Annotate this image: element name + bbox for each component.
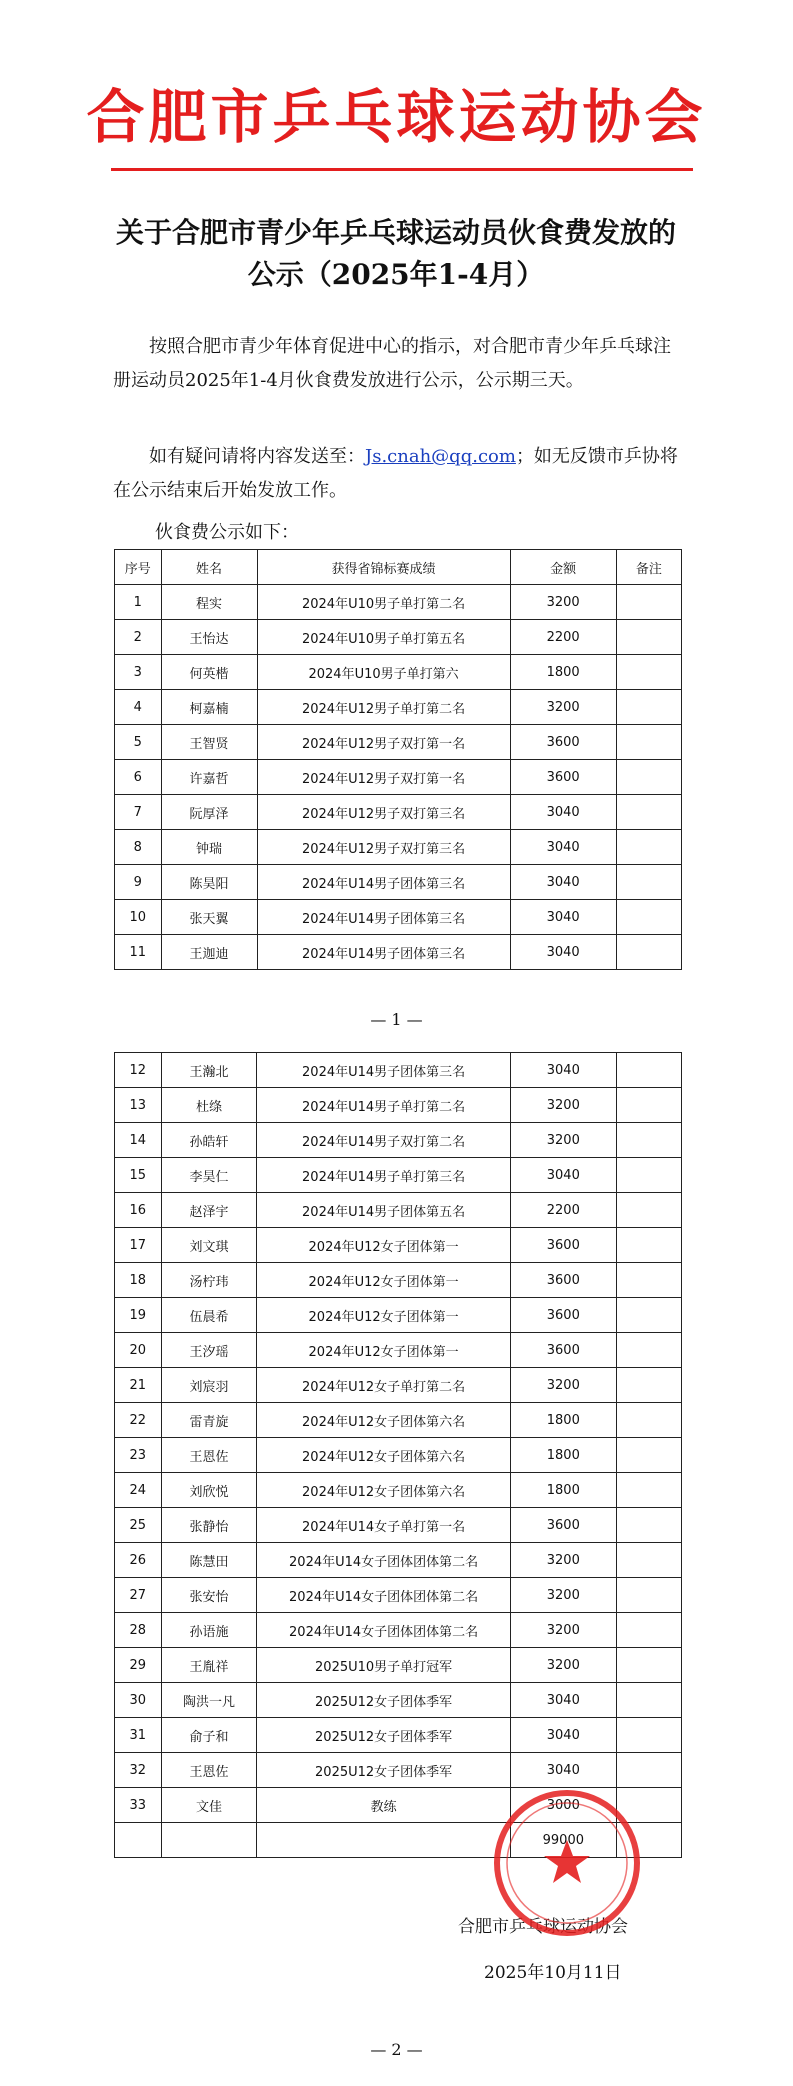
cell-seq: 12 [115, 1053, 162, 1088]
cell-amount: 3040 [510, 865, 616, 900]
cell-amount: 3200 [510, 1368, 616, 1403]
table-row [115, 620, 682, 655]
cell-remark [616, 1088, 681, 1123]
cell-seq: 18 [115, 1263, 162, 1298]
cell-result: 2024年U12男子双打第一名 [257, 760, 510, 795]
cell-result: 2024年U14男子团体第五名 [257, 1193, 510, 1228]
table-row [115, 900, 682, 935]
cell-remark [616, 1298, 681, 1333]
cell-name: 杜绦 [161, 1088, 257, 1123]
cell-amount: 3200 [510, 1088, 616, 1123]
cell-name: 孙皓轩 [161, 1123, 257, 1158]
cell-result: 2024年U12女子团体第一 [257, 1333, 510, 1368]
cell-amount: 3200 [510, 690, 616, 725]
cell-name: 刘宸羽 [161, 1368, 257, 1403]
cell-seq: 7 [115, 795, 162, 830]
cell-name: 孙语施 [161, 1613, 257, 1648]
cell-name: 汤柠玮 [161, 1263, 257, 1298]
cell-remark [616, 1508, 681, 1543]
cell-result: 2024年U12女子单打第二名 [257, 1368, 510, 1403]
cell-amount: 2200 [510, 620, 616, 655]
cell-name: 伍晨希 [161, 1298, 257, 1333]
email-link[interactable]: Js.cnah@qq.com [365, 446, 516, 467]
cell-result: 2024年U14女子单打第一名 [257, 1508, 510, 1543]
cell-name: 阮厚泽 [161, 795, 257, 830]
cell-seq: 20 [115, 1333, 162, 1368]
table-row [115, 725, 682, 760]
cell-result: 2025U12女子团体季军 [257, 1718, 510, 1753]
cell-name: 王汐瑶 [161, 1333, 257, 1368]
table-row [115, 1333, 682, 1368]
cell-name: 王瀚北 [161, 1053, 257, 1088]
cell-name: 程实 [161, 585, 257, 620]
table-row [115, 690, 682, 725]
cell-amount: 3200 [510, 1648, 616, 1683]
cell-remark [616, 935, 681, 970]
cell-result: 2024年U12男子单打第二名 [257, 690, 510, 725]
cell-name: 陶洪一凡 [161, 1683, 257, 1718]
cell-remark [616, 1613, 681, 1648]
cell-amount: 3040 [510, 1053, 616, 1088]
cell-name: 钟瑞 [161, 830, 257, 865]
cell-amount: 3600 [510, 725, 616, 760]
header-result: 获得省锦标赛成绩 [257, 550, 510, 585]
cell-name: 何英楷 [161, 655, 257, 690]
contact-text-after: ；如无反馈市乒协将在公示结束后开始发放工作。 [113, 446, 678, 501]
cell-amount: 3200 [510, 1578, 616, 1613]
cell-result: 2024年U12女子团体第一 [257, 1263, 510, 1298]
cell-name: 李昊仁 [161, 1158, 257, 1193]
cell-name: 王智贤 [161, 725, 257, 760]
cell-name: 王怡达 [161, 620, 257, 655]
cell-seq: 28 [115, 1613, 162, 1648]
red-divider [111, 168, 693, 171]
table-row [115, 1753, 682, 1788]
cell-result: 2024年U14男子团体第三名 [257, 865, 510, 900]
cell-amount: 3200 [510, 1543, 616, 1578]
header-name: 姓名 [161, 550, 257, 585]
cell-seq: 15 [115, 1158, 162, 1193]
cell-seq: 17 [115, 1228, 162, 1263]
cell-result: 2024年U14男子双打第二名 [257, 1123, 510, 1158]
cell-result: 2024年U12女子团体第六名 [257, 1438, 510, 1473]
cell-result: 2024年U14女子团体团体第二名 [257, 1578, 510, 1613]
paragraph-table-intro: 伙食费公示如下： [155, 522, 299, 543]
cell-amount: 2200 [510, 1193, 616, 1228]
cell-amount: 99000 [510, 1823, 616, 1858]
cell-amount: 1800 [510, 1438, 616, 1473]
page-number-2: — 2 — [370, 2040, 423, 2059]
cell-amount: 3040 [510, 1753, 616, 1788]
cell-name: 张安怡 [161, 1578, 257, 1613]
cell-seq: 13 [115, 1088, 162, 1123]
cell-remark [616, 1718, 681, 1753]
table-row [115, 1088, 682, 1123]
cell-remark [616, 1578, 681, 1613]
table-row [115, 1543, 682, 1578]
cell-result [257, 1823, 510, 1858]
cell-seq: 32 [115, 1753, 162, 1788]
cell-name: 赵泽宇 [161, 1193, 257, 1228]
header-seq: 序号 [115, 550, 162, 585]
cell-remark [616, 690, 681, 725]
cell-name: 王迦迪 [161, 935, 257, 970]
cell-amount: 3040 [510, 1158, 616, 1193]
cell-result: 2024年U12女子团体第一 [257, 1298, 510, 1333]
cell-remark [616, 900, 681, 935]
paragraph-intro: 按照合肥市青少年体育促进中心的指示，对合肥市青少年乒乓球注册运动员2025年1-4月伙食费发放进行公示，公示期三天。 [113, 336, 671, 391]
cell-remark [616, 1438, 681, 1473]
cell-amount: 3200 [510, 1613, 616, 1648]
cell-name: 俞子和 [161, 1718, 257, 1753]
table-row [115, 1648, 682, 1683]
cell-result: 2024年U12女子团体第六名 [257, 1403, 510, 1438]
cell-result: 2024年U12女子团体第一 [257, 1228, 510, 1263]
table-row [115, 760, 682, 795]
cell-seq: 24 [115, 1473, 162, 1508]
cell-result: 2024年U12男子双打第三名 [257, 830, 510, 865]
cell-amount: 3600 [510, 760, 616, 795]
cell-amount: 1800 [510, 1473, 616, 1508]
cell-seq: 3 [115, 655, 162, 690]
cell-remark [616, 1158, 681, 1193]
table-row [115, 1403, 682, 1438]
cell-seq: 19 [115, 1298, 162, 1333]
page-number-1: — 1 — [370, 1010, 423, 1029]
cell-remark [616, 1193, 681, 1228]
header-remark: 备注 [616, 550, 681, 585]
table-row [115, 1368, 682, 1403]
cell-name: 王恩佐 [161, 1753, 257, 1788]
cell-remark [616, 1333, 681, 1368]
cell-name: 王恩佐 [161, 1438, 257, 1473]
official-seal-stamp [492, 1788, 642, 1938]
cell-result: 教练 [257, 1788, 510, 1823]
cell-amount: 3040 [510, 935, 616, 970]
cell-result: 2025U12女子团体季军 [257, 1683, 510, 1718]
cell-result: 2025U10男子单打冠军 [257, 1648, 510, 1683]
table-row [115, 935, 682, 970]
cell-result: 2024年U12女子团体第六名 [257, 1473, 510, 1508]
cell-seq: 22 [115, 1403, 162, 1438]
cell-seq: 21 [115, 1368, 162, 1403]
cell-remark [616, 1543, 681, 1578]
table-row [115, 655, 682, 690]
cell-seq: 8 [115, 830, 162, 865]
cell-seq [115, 1823, 162, 1858]
cell-name: 陈昊阳 [161, 865, 257, 900]
cell-remark [616, 585, 681, 620]
cell-result: 2024年U14女子团体团体第二名 [257, 1543, 510, 1578]
table-row [115, 1718, 682, 1753]
cell-seq: 23 [115, 1438, 162, 1473]
cell-amount: 3200 [510, 1123, 616, 1158]
table-row [115, 1508, 682, 1543]
cell-result: 2024年U14男子团体第三名 [257, 1053, 510, 1088]
cell-seq: 5 [115, 725, 162, 760]
cell-seq: 2 [115, 620, 162, 655]
cell-remark [616, 1648, 681, 1683]
cell-remark [616, 1053, 681, 1088]
table-row [115, 1683, 682, 1718]
cell-result: 2024年U10男子单打第五名 [257, 620, 510, 655]
cell-remark [616, 795, 681, 830]
signature-org: 合肥市乒乓球运动协会 [458, 1917, 628, 1937]
cell-name: 文佳 [161, 1788, 257, 1823]
cell-remark [616, 865, 681, 900]
paragraph-contact [113, 440, 683, 508]
cell-seq: 16 [115, 1193, 162, 1228]
cell-name: 刘文琪 [161, 1228, 257, 1263]
cell-remark [616, 760, 681, 795]
cell-name: 王胤祥 [161, 1648, 257, 1683]
table-row [115, 865, 682, 900]
table-row [115, 1053, 682, 1088]
contact-text-before: 如有疑问请将内容发送至： [149, 446, 365, 467]
cell-seq: 11 [115, 935, 162, 970]
document-title: 关于合肥市青少年乒乓球运动员伙食费发放的公示（2025年1-4月） [115, 216, 676, 291]
cell-amount: 3040 [510, 1683, 616, 1718]
cell-seq: 9 [115, 865, 162, 900]
cell-amount: 3040 [510, 830, 616, 865]
table-row [115, 1438, 682, 1473]
cell-remark [616, 1403, 681, 1438]
cell-name [161, 1823, 257, 1858]
cell-amount: 1800 [510, 655, 616, 690]
table-row [115, 830, 682, 865]
cell-seq: 33 [115, 1788, 162, 1823]
header-amount: 金额 [510, 550, 616, 585]
cell-name: 许嘉哲 [161, 760, 257, 795]
allowance-table-page1 [114, 549, 682, 970]
cell-remark [616, 1263, 681, 1298]
cell-remark [616, 1683, 681, 1718]
cell-seq: 25 [115, 1508, 162, 1543]
table-row [115, 1298, 682, 1333]
cell-name: 刘欣悦 [161, 1473, 257, 1508]
cell-amount: 3600 [510, 1263, 616, 1298]
cell-result: 2024年U10男子单打第六 [257, 655, 510, 690]
cell-remark [616, 655, 681, 690]
cell-name: 柯嘉楠 [161, 690, 257, 725]
cell-seq: 14 [115, 1123, 162, 1158]
table-row [115, 1473, 682, 1508]
cell-amount: 3600 [510, 1333, 616, 1368]
cell-amount: 3600 [510, 1508, 616, 1543]
cell-seq: 26 [115, 1543, 162, 1578]
cell-amount: 3000 [510, 1788, 616, 1823]
cell-remark [616, 830, 681, 865]
allowance-table-page2 [114, 1052, 682, 1858]
table-row [115, 795, 682, 830]
cell-amount: 1800 [510, 1403, 616, 1438]
signature-date: 2025年10月11日 [484, 1963, 622, 1983]
cell-seq: 27 [115, 1578, 162, 1613]
cell-result: 2024年U10男子单打第二名 [257, 585, 510, 620]
cell-seq: 31 [115, 1718, 162, 1753]
cell-name: 张静怡 [161, 1508, 257, 1543]
table-row [115, 1263, 682, 1298]
cell-remark [616, 1753, 681, 1788]
table-row [115, 1578, 682, 1613]
table-row [115, 1193, 682, 1228]
cell-remark [616, 620, 681, 655]
cell-result: 2024年U12男子双打第一名 [257, 725, 510, 760]
cell-remark [616, 725, 681, 760]
cell-result: 2024年U12男子双打第三名 [257, 795, 510, 830]
cell-seq: 4 [115, 690, 162, 725]
cell-result: 2024年U14男子团体第三名 [257, 935, 510, 970]
cell-amount: 3600 [510, 1298, 616, 1333]
cell-seq: 30 [115, 1683, 162, 1718]
cell-amount: 3200 [510, 585, 616, 620]
table-header-row [115, 550, 682, 585]
cell-amount: 3040 [510, 900, 616, 935]
cell-remark [616, 1473, 681, 1508]
cell-remark [616, 1368, 681, 1403]
cell-result: 2024年U14男子单打第二名 [257, 1088, 510, 1123]
cell-amount: 3040 [510, 1718, 616, 1753]
table-row [115, 1228, 682, 1263]
cell-amount: 3040 [510, 795, 616, 830]
cell-seq: 6 [115, 760, 162, 795]
table-row [115, 1123, 682, 1158]
cell-remark [616, 1228, 681, 1263]
cell-seq: 1 [115, 585, 162, 620]
cell-name: 雷青旋 [161, 1403, 257, 1438]
masthead-org-name: 合肥市乒乓球运动协会 [86, 83, 707, 151]
table-row [115, 585, 682, 620]
cell-seq: 29 [115, 1648, 162, 1683]
cell-result: 2024年U14女子团体团体第二名 [257, 1613, 510, 1648]
cell-result: 2024年U14男子团体第三名 [257, 900, 510, 935]
cell-name: 张天翼 [161, 900, 257, 935]
cell-result: 2024年U14男子单打第三名 [257, 1158, 510, 1193]
cell-remark [616, 1123, 681, 1158]
cell-amount: 3600 [510, 1228, 616, 1263]
cell-result: 2025U12女子团体季军 [257, 1753, 510, 1788]
table-row [115, 1613, 682, 1648]
cell-name: 陈慧田 [161, 1543, 257, 1578]
cell-seq: 10 [115, 900, 162, 935]
table-row [115, 1158, 682, 1193]
